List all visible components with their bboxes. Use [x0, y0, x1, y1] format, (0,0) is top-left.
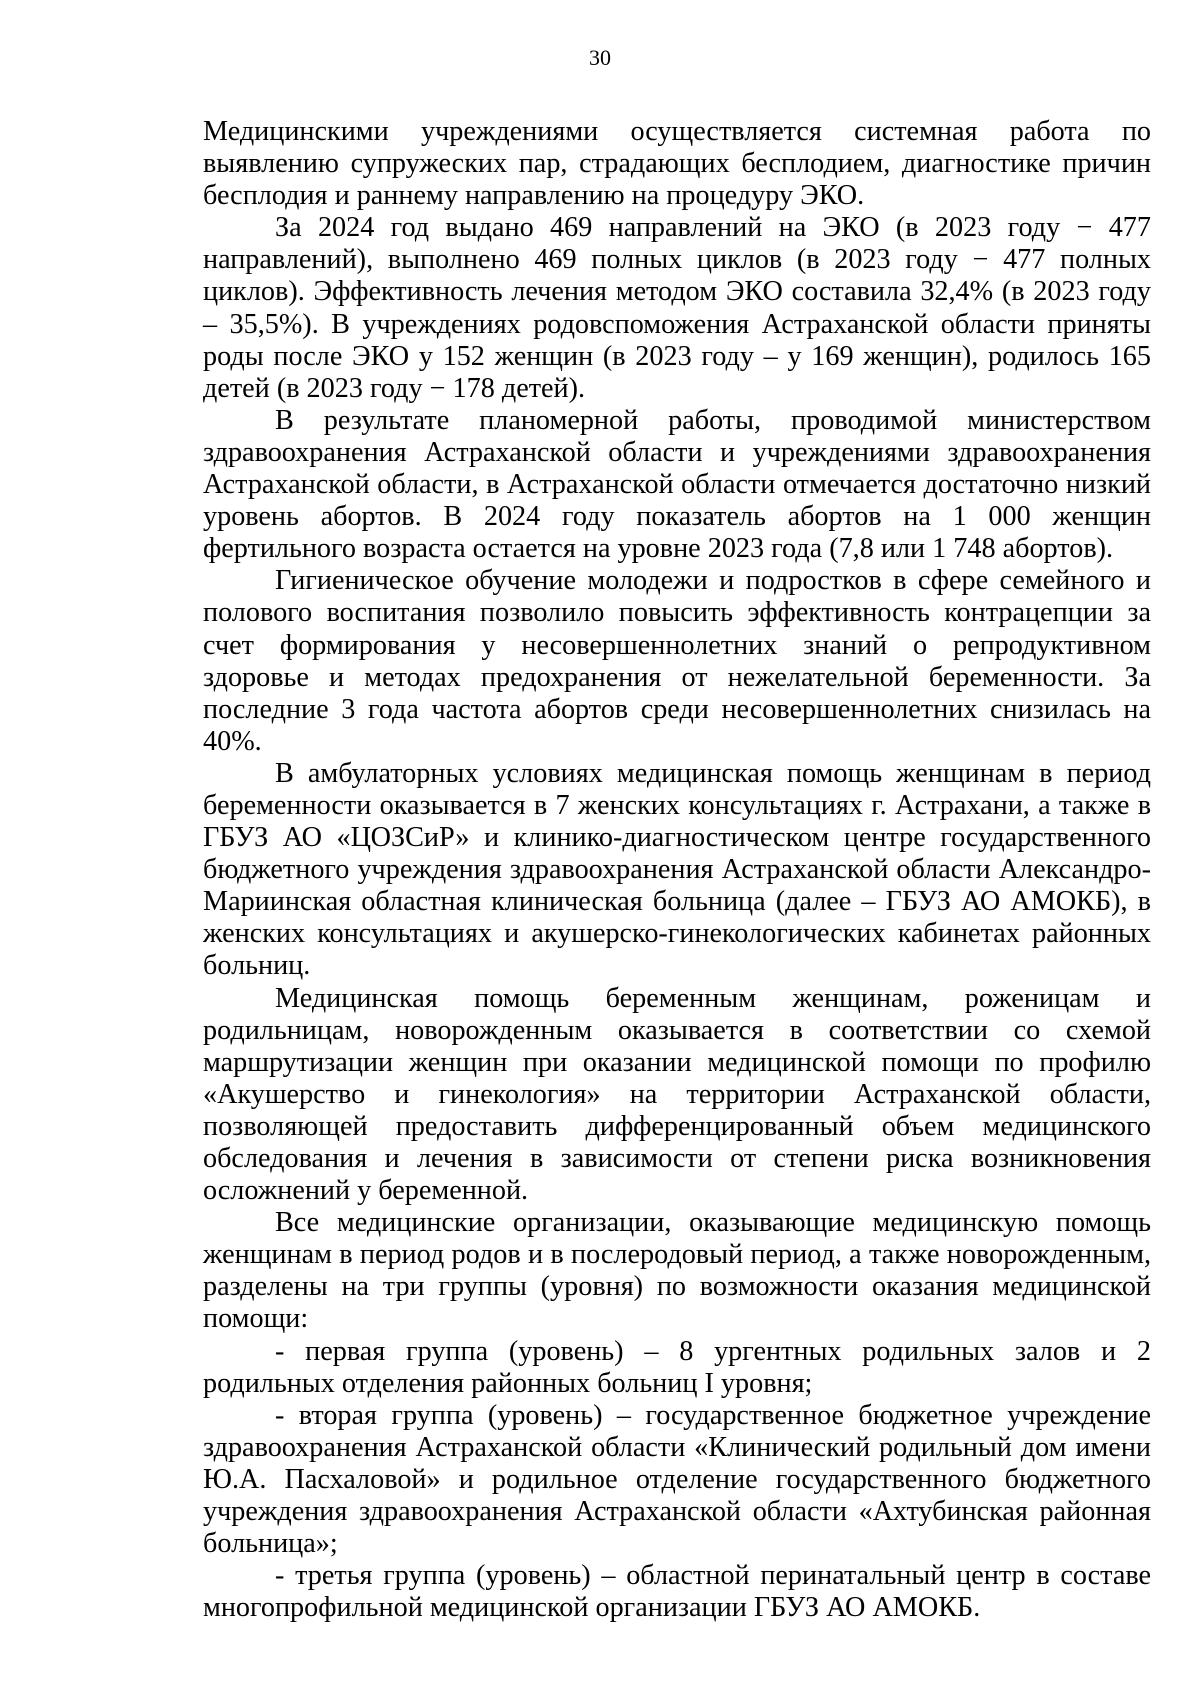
list-item-second-level: - вторая группа (уровень) – государственное бюджетное учреждение здравоохранения Астраханской области «Клинический родильный дом имени Ю.А. Пасхаловой» и родильное отделение государственного бюджетного учреждения здравоохранения Астраханской области «Ахтубинская районная больница»; [203, 1399, 1151, 1560]
paragraph-hygiene-education: Гигиеническое обучение молодежи и подростков в сфере семейного и полового воспитания позволило повысить эффективность контрацепции за счет формирования у несовершеннолетних знаний о репродуктивном здоровье и методах предохранения от нежелательной беременности. За последние 3 года частота абортов среди несовершеннолетних снизилась на 40%. [203, 565, 1151, 757]
list-item-third-level: - третья группа (уровень) – областной перинатальный центр в составе многопрофильной медицинской организации ГБУЗ АО АМОКБ. [203, 1560, 1151, 1624]
list-item-first-level: - первая группа (уровень) – 8 ургентных родильных залов и 2 родильных отделения районных больниц I уровня; [203, 1335, 1151, 1399]
paragraph-routing-scheme: Медицинская помощь беременным женщинам, роженицам и родильницам, новорожденным оказывается в соответствии со схемой маршрутизации женщин при оказании медицинской помощи по профилю «Акушерство и гинекология» на территории Астраханской области, позволяющей предоставить дифференцированный объем медицинского обследования и лечения в зависимости от степени риска возникновения осложнений у беременной. [203, 982, 1151, 1207]
paragraph-ivf-statistics: За 2024 год выдано 469 направлений на ЭКО (в 2023 году − 477 направлений), выполнено 469 полных циклов (в 2023 году − 477 полных циклов). Эффективность лечения методом ЭКО составила 32,4% (в 2023 году – 35,5%). В учреждениях родовспоможения Астраханской области приняты роды после ЭКО у 152 женщин (в 2023 году – у 169 женщин), родилось 165 детей (в 2023 году − 178 детей). [203, 212, 1151, 404]
paragraph-outpatient-care: В амбулаторных условиях медицинская помощь женщинам в период беременности оказывается в 7 женских консультациях г. Астрахани, а также в ГБУЗ АО «ЦОЗСиР» и клинико-диагностическом центре государственного бюджетного учреждения здравоохранения Астраханской области Александро-Мариинская областная клиническая больница (далее – ГБУЗ АО АМОКБ), в женских консультациях и акушерско-гинекологических кабинетах районных больниц. [203, 757, 1151, 982]
paragraph-ivf-work: Медицинскими учреждениями осуществляется системная работа по выявлению супружеских пар, страдающих бесплодием, диагностике причин бесплодия и раннему направлению на процедуру ЭКО. [203, 116, 1151, 212]
paragraph-abortion-level: В результате планомерной работы, проводимой министерством здравоохранения Астраханской области и учреждениями здравоохранения Астраханской области, в Астраханской области отмечается достаточно низкий уровень абортов. В 2024 году показатель абортов на 1 000 женщин фертильного возраста остается на уровне 2023 года (7,8 или 1 748 абортов). [203, 404, 1151, 565]
paragraph-care-levels: Все медицинские организации, оказывающие медицинскую помощь женщинам в период родов и в послеродовый период, а также новорожденным, разделены на три группы (уровня) по возможности оказания медицинской помощи: [203, 1207, 1151, 1335]
page-number: 30 [589, 45, 611, 70]
body-text [203, 116, 1151, 1624]
